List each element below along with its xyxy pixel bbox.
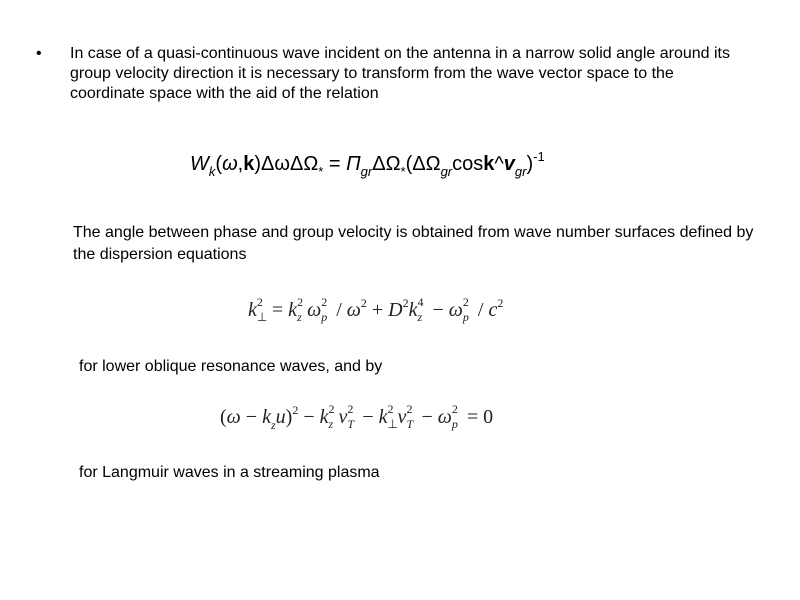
f2-k3-sub: ⊥ [387, 417, 398, 431]
f2-u: u [275, 406, 286, 428]
f1-k3: k [408, 299, 418, 321]
f1-w1-sup: 2 [321, 295, 328, 309]
f2-v2: v [397, 406, 407, 428]
f2-zero: 0 [483, 406, 494, 428]
f2-k: k [262, 406, 271, 428]
dispersion-equation-lower-oblique [248, 295, 504, 324]
f2-k-sub: z [270, 418, 276, 432]
eq-sup-minus1: -1 [533, 149, 545, 164]
f2-k2-sub: z [328, 417, 334, 431]
f2-v2-sup: 2 [406, 402, 413, 416]
eq-Pi: Π [346, 153, 361, 175]
f2-close: ) [285, 406, 293, 428]
eq-star: * [318, 164, 324, 179]
f2-v1: v [338, 406, 348, 428]
f1-w1: ω [307, 299, 322, 321]
f1-w1-sub: p [321, 310, 328, 324]
eq-sub-gr2: gr [440, 164, 453, 179]
f1-k3-sup: 4 [417, 295, 424, 309]
caption-lower-oblique: for lower oblique resonance waves, and by [79, 358, 383, 375]
f1-w2-sup: 2 [360, 296, 367, 310]
f1-D-sup: 2 [402, 296, 409, 310]
eq-omega: ω [222, 153, 238, 175]
f1-minus: − [427, 299, 449, 321]
f1-D: D [388, 299, 403, 321]
caption-langmuir: for Langmuir waves in a streaming plasma [79, 464, 380, 481]
eq-paren-delta: (ΔΩ [405, 153, 441, 175]
f1-k2-sup: 2 [297, 295, 304, 309]
f1-c-sup: 2 [497, 296, 504, 310]
eq-close: ) [526, 153, 534, 175]
eq-sub-gr3: gr [514, 164, 527, 179]
eq-sub-gr1: gr [360, 164, 373, 179]
eq-k-bold2: k [483, 153, 495, 175]
dispersion-equation-langmuir [220, 402, 494, 432]
f2-minus4: − [416, 406, 438, 428]
eq-open: ( [215, 153, 223, 175]
eq-close-delta: )ΔωΔΩ [254, 153, 319, 175]
f2-v1-sup: 2 [347, 402, 354, 416]
f1-w2: ω [346, 299, 361, 321]
f1-k1-sup: 2 [256, 295, 263, 309]
f1-k1-sub: ⊥ [256, 310, 268, 324]
f2-minus3: − [357, 406, 379, 428]
eq-W: W [190, 153, 209, 175]
f1-k2: k [288, 299, 298, 321]
eq-caret: ^ [494, 153, 504, 175]
f2-v2-sub: T [406, 417, 414, 431]
f1-w3-sub: p [462, 310, 469, 324]
f2-w2: ω [437, 406, 452, 428]
eq-v-bold: v [503, 153, 515, 175]
f2-w: ω [226, 406, 241, 428]
f2-w2-sub: p [451, 417, 458, 431]
f2-minus2: − [298, 406, 320, 428]
f2-k3: k [378, 406, 388, 428]
f1-plus: + [366, 299, 389, 321]
f2-v1-sub: T [347, 417, 355, 431]
f1-eq: = [266, 299, 289, 321]
eq-sub-k: k [208, 164, 216, 179]
f1-c: c [488, 299, 498, 321]
f1-w3: ω [448, 299, 463, 321]
f2-eq: = [461, 406, 484, 428]
eq-cos: cos [452, 153, 484, 175]
main-equation [190, 150, 610, 178]
bullet-text: In case of a quasi-continuous wave incident on the antenna in a narrow solid angle around its group velocity direction it is necessary to transform from the wave vector space to the coordinate space with the aid of the relation [70, 45, 730, 102]
eq-star2: * [400, 164, 406, 179]
f1-k1: k [248, 299, 257, 321]
f1-w3-sup: 2 [462, 295, 469, 309]
paragraph-text: The angle between phase and group velocity is obtained from wave number surfaces defined by the dispersion equations [73, 224, 754, 263]
f1-slash1: / [331, 299, 347, 321]
f1-slash2: / [472, 299, 489, 321]
f1-k3-sub: z [417, 310, 423, 324]
f2-w2-sup: 2 [451, 402, 458, 416]
eq-delta-omega-star: ΔΩ [372, 153, 401, 175]
f2-k3-sup: 2 [387, 402, 394, 416]
f2-open: ( [220, 406, 227, 428]
f2-k2-sup: 2 [328, 402, 335, 416]
f2-minus1: − [240, 406, 263, 428]
bullet-marker: • [36, 45, 42, 62]
eq-k-bold: k [243, 153, 255, 175]
f2-k2: k [319, 406, 329, 428]
eq-equals: = [323, 153, 347, 175]
f1-k2-sub: z [297, 310, 302, 324]
f2-close-sup: 2 [292, 403, 299, 417]
eq-comma: , [237, 153, 244, 175]
